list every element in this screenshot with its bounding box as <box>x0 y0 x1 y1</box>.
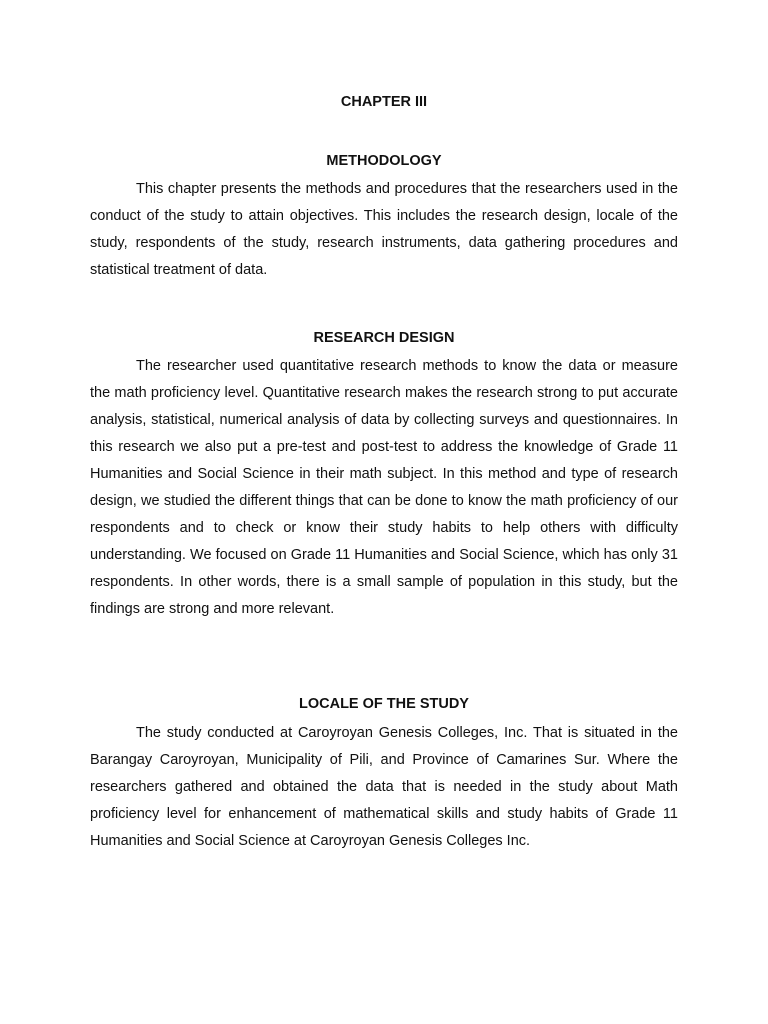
chapter-title: CHAPTER III <box>340 94 428 110</box>
locale-paragraph: The study conducted at Caroyroyan Genesis Colleges, Inc. That is situated in the Barangay Caroyroyan, Municipality of Pili, and Province of Camarines Sur. Where the researchers gathered and obtained the data that is needed in the study about Math proficiency level for enhancement of mathematical skills and study habits of Grade 11 Humanities and Social Science at Caroyroyan Genesis Colleges Inc. <box>90 725 678 849</box>
research-design-heading: RESEARCH DESIGN <box>313 330 455 346</box>
intro-paragraph: This chapter presents the methods and procedures that the researchers used in the conduct of the study to attain objectives. This includes the research design, locale of the study, respondents of the study, research instruments, data gathering procedures and statistical treatment of data. <box>90 181 678 278</box>
research-design-paragraph: The researcher used quantitative research methods to know the data or measure the math proficiency level. Quantitative research makes the research strong to put accurate analysis, statistical, numerical analysis of data by collecting surveys and questionnaires. In this research we also put a pre-test and post-test to address the knowledge of Grade 11 Humanities and Social Science in their math subject. In this method and type of research design, we studied the different things that can be done to know the math proficiency of our respondents and to check or know their study habits to help others with difficulty understanding. We focused on Grade 11 Humanities and Social Science, which has only 31 respondents. In other words, there is a small sample of population in this study, but the findings are strong and more relevant. <box>90 358 678 617</box>
locale-heading: LOCALE OF THE STUDY <box>299 696 469 712</box>
section-title: METHODOLOGY <box>326 153 442 169</box>
